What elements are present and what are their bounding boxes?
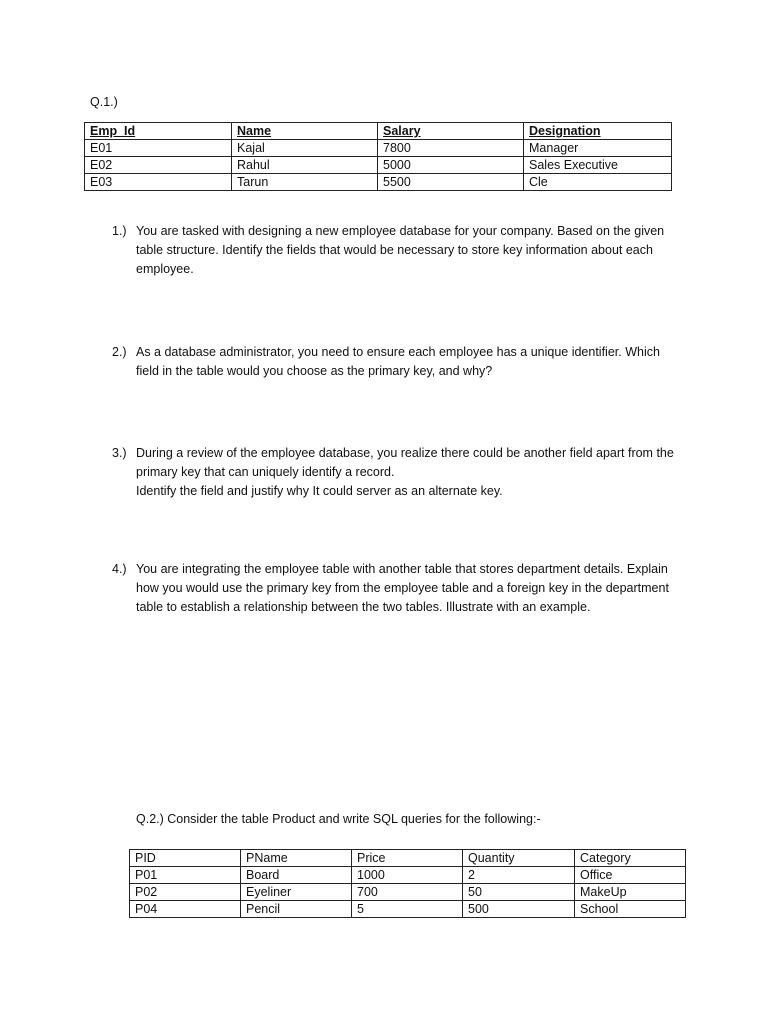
question-1-2 [112,343,682,381]
table-cell: P04 [130,901,241,918]
employee-table [84,122,672,191]
question-text: During a review of the employee database, you realize there could be another field apart from the primary key that can uniquely identify a record. [136,446,674,479]
question-text: You are integrating the employee table with another table that stores department details. Explain how you would use the primary key from the employee table and a foreign key in the department table to establish a relationship between the two tables. Illustrate with an example. [136,562,669,614]
table-cell: E03 [85,174,232,191]
question-1-1 [112,222,682,279]
table-row [130,884,686,901]
question-2-label: Q.2.) Consider the table Product and write SQL queries for the following:- [136,812,541,826]
header-designation: Designation [524,123,672,140]
table-cell: 500 [463,901,575,918]
table-row [85,140,672,157]
table-cell: School [575,901,686,918]
table-cell: Kajal [232,140,378,157]
table-cell: 5000 [378,157,524,174]
header-salary: Salary [378,123,524,140]
table-cell: Tarun [232,174,378,191]
header-emp-id: Emp_Id [85,123,232,140]
question-text: You are tasked with designing a new employee database for your company. Based on the given table structure. Identify the fields that would be necessary to store key information about each employee. [136,224,665,276]
table-cell: P02 [130,884,241,901]
product-table [129,849,686,918]
question-1-label: Q.1.) [90,95,118,109]
header-pname: PName [241,850,352,867]
question-number: 3.) [112,446,127,460]
question-1-3 [112,444,682,501]
header-name: Name [232,123,378,140]
table-cell: Rahul [232,157,378,174]
table-cell: Eyeliner [241,884,352,901]
table-row [85,174,672,191]
table-cell: 5500 [378,174,524,191]
table-cell: 1000 [352,867,463,884]
table-cell: Pencil [241,901,352,918]
header-category: Category [575,850,686,867]
table-row [85,157,672,174]
table-header-row [130,850,686,867]
table-cell: 50 [463,884,575,901]
header-price: Price [352,850,463,867]
table-cell: MakeUp [575,884,686,901]
table-cell: Manager [524,140,672,157]
question-number: 1.) [112,224,127,238]
table-cell: E02 [85,157,232,174]
header-pid: PID [130,850,241,867]
table-cell: 5 [352,901,463,918]
table-row [130,901,686,918]
table-cell: Board [241,867,352,884]
question-number: 2.) [112,345,127,359]
table-cell: 7800 [378,140,524,157]
table-cell: P01 [130,867,241,884]
question-number: 4.) [112,562,127,576]
table-cell: 2 [463,867,575,884]
table-cell: Cle [524,174,672,191]
question-text: Identify the field and justify why It could server as an alternate key. [136,484,503,498]
table-cell: 700 [352,884,463,901]
table-row [130,867,686,884]
table-cell: Office [575,867,686,884]
question-text: As a database administrator, you need to ensure each employee has a unique identifier. Which field in the table would you choose as the primary key, and why? [136,345,660,378]
table-header-row [85,123,672,140]
question-1-4 [112,560,682,617]
table-cell: E01 [85,140,232,157]
header-quantity: Quantity [463,850,575,867]
table-cell: Sales Executive [524,157,672,174]
